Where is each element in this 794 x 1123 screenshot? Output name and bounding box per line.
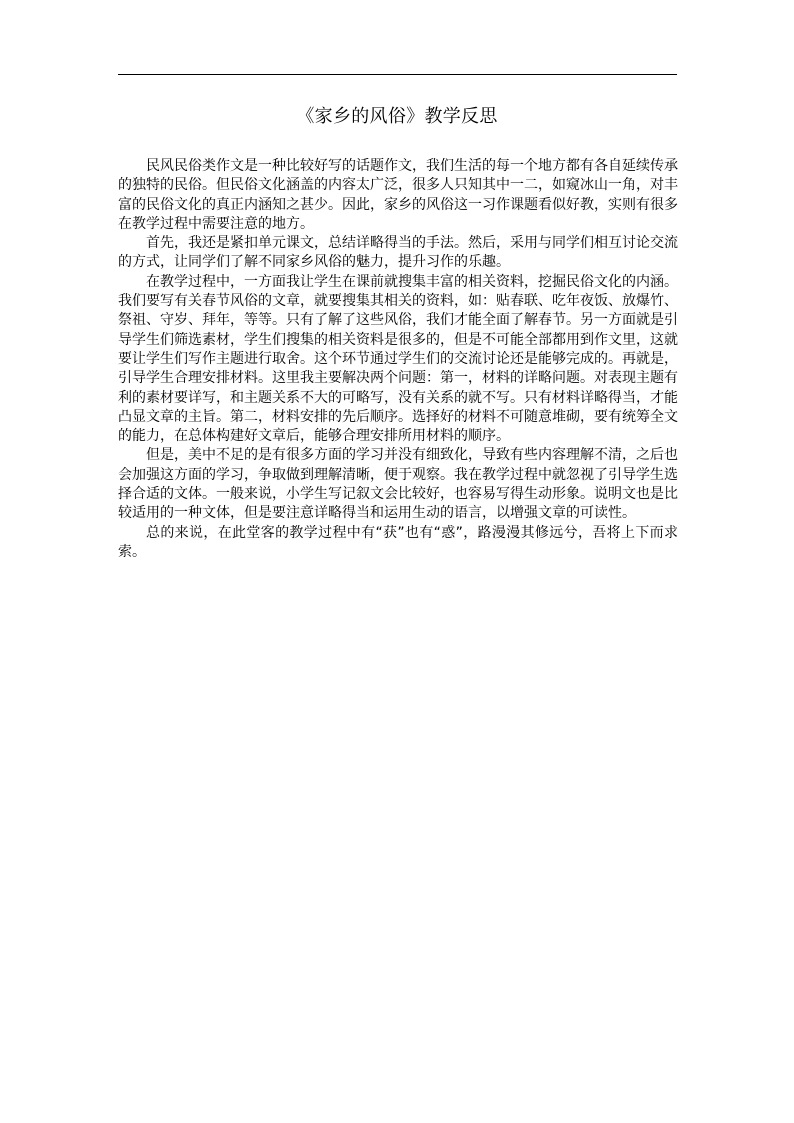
page-title: 《家乡的风俗》教学反思	[296, 106, 498, 127]
header-rule	[118, 74, 677, 75]
paragraph-intro: 民风民俗类作文是一种比较好写的话题作文，我们生活的每一个地方都有各自延续传承的独特的民俗。但民俗文化涵盖的内容太广泛，很多人只知其中一二，如窥冰山一角，对丰富的民俗文化的真正内涵知之甚少。因此，家乡的风俗这一习作课题看似好教，实则有很多在教学过程中需要注意的地方。	[118, 158, 678, 232]
document-body	[118, 157, 678, 562]
paragraph-conclusion: 总的来说，在此堂客的教学过程中有“获”也有“惑”，路漫漫其修远兮，吾将上下而求索。	[118, 524, 678, 560]
paragraph-method: 首先，我还是紧扣单元课文，总结详略得当的手法。然后，采用与同学们相互讨论交流的方式，让同学们了解不同家乡风俗的魅力，提升习作的乐趣。	[118, 235, 678, 271]
paragraph-process: 在教学过程中，一方面我让学生在课前就搜集丰富的相关资料，挖掘民俗文化的内涵。我们要写有关春节风俗的文章，就要搜集其相关的资料，如：贴春联、吃年夜饭、放爆竹、祭祖、守岁、拜年，等等。只有了解了这些风俗，我们才能全面了解春节。另一方面就是引导学生们筛选素材，学生们搜集的相关资料是很多的，但是不可能全部都用到作文里，这就要让学生们写作主题进行取舍。这个环节通过学生们的交流讨论还是能够完成的。再就是，引导学生合理安排材料。这里我主要解决两个问题：第一，材料的详略问题。对表现主题有利的素材要详写，和主题关系不大的可略写，没有关系的就不写。只有材料详略得当，才能凸显文章的主旨。第二，材料安排的先后顺序。选择好的材料不可随意堆砌，要有统筹全文的能力，在总体构建好文章后，能够合理安排所用材料的顺序。	[118, 273, 678, 445]
paragraph-shortcomings: 但是，美中不足的是有很多方面的学习并没有细致化，导致有些内容理解不清，之后也会加强这方面的学习，争取做到理解清晰，便于观察。我在教学过程中就忽视了引导学生选择合适的文体。一般来说，小学生写记叙文会比较好，也容易写得生动形象。说明文也是比较适用的一种文体，但是要注意详略得当和运用生动的语言，以增强文章的可读性。	[118, 447, 678, 522]
